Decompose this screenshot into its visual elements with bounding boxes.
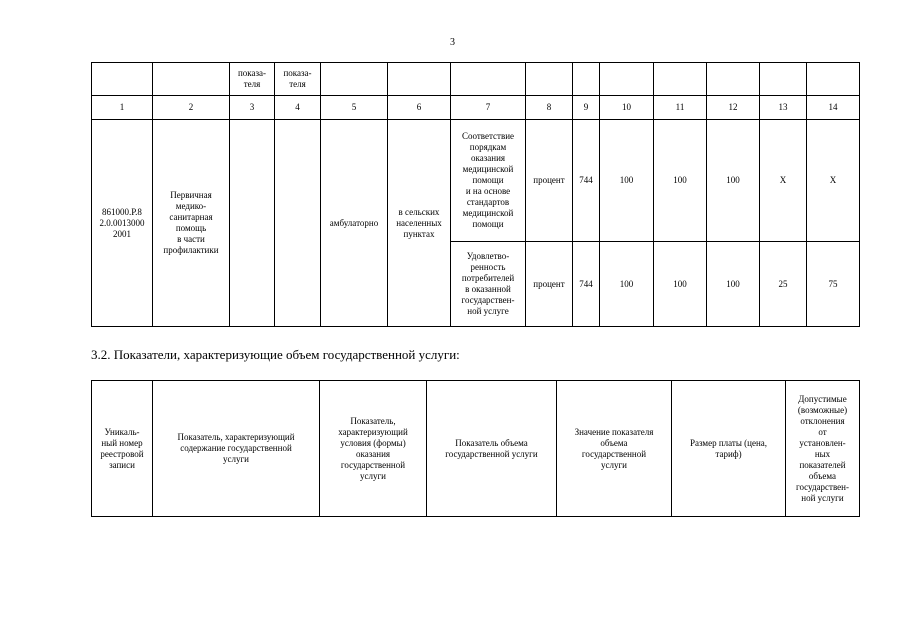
indicator-unit: процент bbox=[526, 242, 573, 327]
header-cell bbox=[760, 63, 807, 96]
column-number: 6 bbox=[388, 96, 451, 120]
volume-indicators-table bbox=[91, 380, 860, 517]
column-number: 14 bbox=[807, 96, 860, 120]
column-number: 8 bbox=[526, 96, 573, 120]
header-cell bbox=[153, 381, 320, 517]
column-number: 11 bbox=[654, 96, 707, 120]
header-label-pokazatelya: показа- теля bbox=[283, 68, 312, 89]
column-number: 4 bbox=[275, 96, 321, 120]
indicator-name-cell bbox=[451, 120, 526, 242]
indicator-name: Соответствие порядкам оказания медицинской помощи и на основе стандартов медицинской помощи bbox=[461, 131, 515, 229]
table-header-row bbox=[92, 381, 860, 517]
header-cell bbox=[707, 63, 760, 96]
indicator-code: 744 bbox=[573, 242, 600, 327]
header-cell bbox=[275, 63, 321, 96]
table-row bbox=[92, 120, 860, 242]
header-cell bbox=[526, 63, 573, 96]
indicator-deviation: Х bbox=[760, 120, 807, 242]
header-fee-size: Размер платы (цена, тариф) bbox=[689, 437, 768, 459]
registry-number-cell bbox=[92, 120, 153, 327]
table-header-row bbox=[92, 63, 860, 96]
indicator-code: 744 bbox=[573, 120, 600, 242]
header-cell bbox=[807, 63, 860, 96]
indicator-unit: процент bbox=[526, 120, 573, 242]
service-form: амбулаторно bbox=[329, 217, 379, 228]
header-cell bbox=[573, 63, 600, 96]
page-number: 3 bbox=[450, 37, 455, 48]
header-cell bbox=[654, 63, 707, 96]
header-cell bbox=[321, 63, 388, 96]
indicator-deviation: Х bbox=[807, 120, 860, 242]
header-label-pokazatelya: показа- теля bbox=[237, 68, 267, 89]
header-cell bbox=[786, 381, 860, 517]
service-content: Первичная медико- санитарная помощь в части профилактики bbox=[163, 190, 219, 255]
header-cell bbox=[230, 63, 275, 96]
header-cell bbox=[153, 63, 230, 96]
indicator-value: 100 bbox=[707, 120, 760, 242]
header-volume-value: Значение показателя объема государственной услуги bbox=[574, 426, 654, 470]
header-cell bbox=[388, 63, 451, 96]
header-cell bbox=[92, 381, 153, 517]
indicator-deviation: 75 bbox=[807, 242, 860, 327]
header-cell bbox=[600, 63, 654, 96]
column-number: 13 bbox=[760, 96, 807, 120]
header-cell bbox=[672, 381, 786, 517]
indicator-value: 100 bbox=[654, 242, 707, 327]
column-number: 12 bbox=[707, 96, 760, 120]
service-place-cell bbox=[388, 120, 451, 327]
quality-indicators-table bbox=[91, 62, 860, 327]
column-number: 9 bbox=[573, 96, 600, 120]
indicator-value: 100 bbox=[600, 120, 654, 242]
column-number: 3 bbox=[230, 96, 275, 120]
header-cell bbox=[92, 63, 153, 96]
registry-number: 861000.Р.8 2.0.0013000 2001 bbox=[99, 206, 145, 239]
column-number: 1 bbox=[92, 96, 153, 120]
indicator-value: 100 bbox=[600, 242, 654, 327]
header-cell bbox=[451, 63, 526, 96]
section-heading: 3.2. Показатели, характеризующие объем государственной услуги: bbox=[91, 347, 460, 362]
indicator-name-cell bbox=[451, 242, 526, 327]
column-number: 7 bbox=[451, 96, 526, 120]
column-number: 10 bbox=[600, 96, 654, 120]
column-number: 2 bbox=[153, 96, 230, 120]
header-cell bbox=[427, 381, 557, 517]
header-cell bbox=[557, 381, 672, 517]
header-cell bbox=[320, 381, 427, 517]
service-form-cell bbox=[321, 120, 388, 327]
empty-cell bbox=[230, 120, 275, 327]
indicator-name: Удовлетво- ренность потребителей в оказанной государствен- ной услуге bbox=[461, 251, 515, 316]
header-service-content: Показатель, характеризующий содержание государственной услуги bbox=[177, 432, 295, 464]
column-number: 5 bbox=[321, 96, 388, 120]
service-place: в сельских населенных пунктах bbox=[396, 206, 442, 239]
column-number-row bbox=[92, 96, 860, 120]
indicator-value: 100 bbox=[707, 242, 760, 327]
indicator-deviation: 25 bbox=[760, 242, 807, 327]
header-volume-indicator: Показатель объема государственной услуги bbox=[445, 437, 538, 459]
empty-cell bbox=[275, 120, 321, 327]
header-service-conditions: Показатель, характеризующий условия (формы) оказания государственной услуги bbox=[338, 415, 408, 481]
indicator-value: 100 bbox=[654, 120, 707, 242]
header-allowed-deviations: Допустимые (возможные) отклонения от установлен- ных показателей объема государствен- ной услуги bbox=[795, 393, 849, 503]
service-content-cell bbox=[153, 120, 230, 327]
header-registry-number: Уникаль- ный номер реестровой записи bbox=[100, 426, 144, 470]
